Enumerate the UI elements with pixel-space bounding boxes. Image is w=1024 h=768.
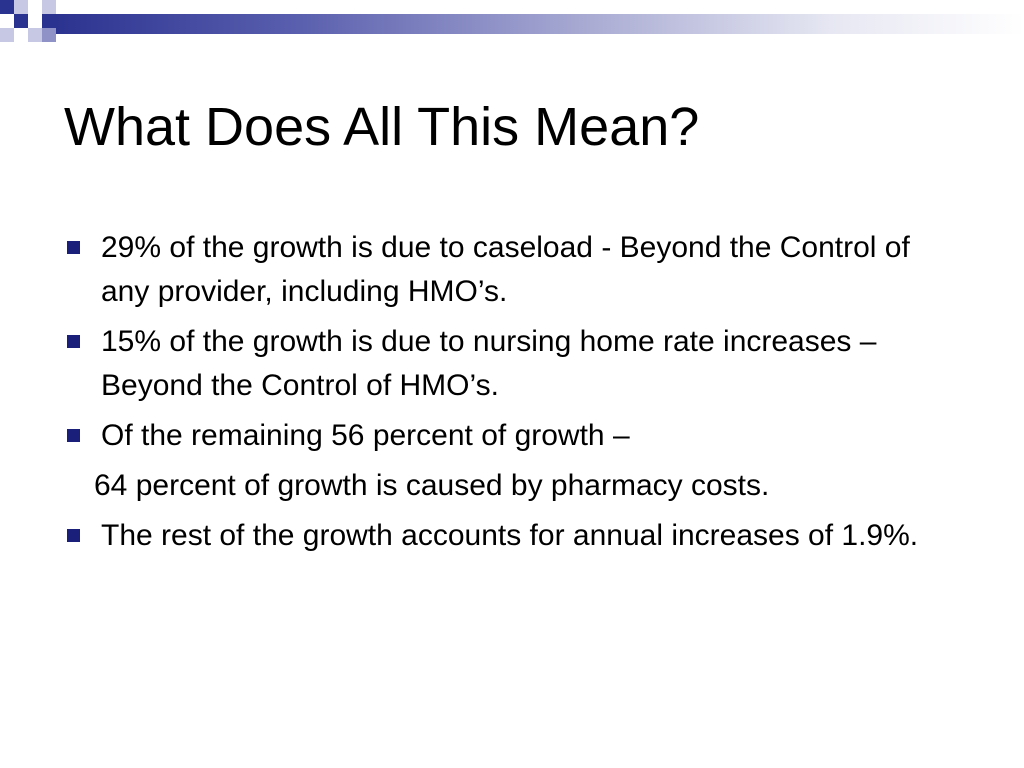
decor-square [14,14,28,28]
square-bullet-icon [67,529,80,542]
decor-square [28,28,42,42]
continuation-item [64,464,964,508]
square-bullet-icon [67,335,80,348]
slide-title: What Does All This Mean? [64,97,700,157]
bullet-item [64,414,964,458]
decor-square [28,0,42,14]
decor-square [0,0,14,14]
bullet-text: 29% of the growth is due to caseload - Beyond the Control of any provider, including HMO’s. [101,231,910,308]
header-gradient-band [56,14,1024,34]
decor-square [42,28,56,42]
decor-square [0,28,14,42]
bullet-list [64,226,964,564]
bullet-text: Of the remaining 56 percent of growth – [101,419,630,452]
bullet-item [64,226,964,314]
square-bullet-icon [67,429,80,442]
square-bullet-icon [67,241,80,254]
decor-square [42,0,56,14]
bullet-item [64,514,964,558]
decor-square [14,0,28,14]
decor-square [42,14,56,28]
bullet-text: The rest of the growth accounts for annual increases of 1.9%. [101,519,919,552]
bullet-text: 15% of the growth is due to nursing home rate increases – Beyond the Control of HMO’s. [101,325,877,402]
continuation-text: 64 percent of growth is caused by pharmacy costs. [94,469,770,502]
header-decoration [0,0,1024,48]
bullet-item [64,320,964,408]
